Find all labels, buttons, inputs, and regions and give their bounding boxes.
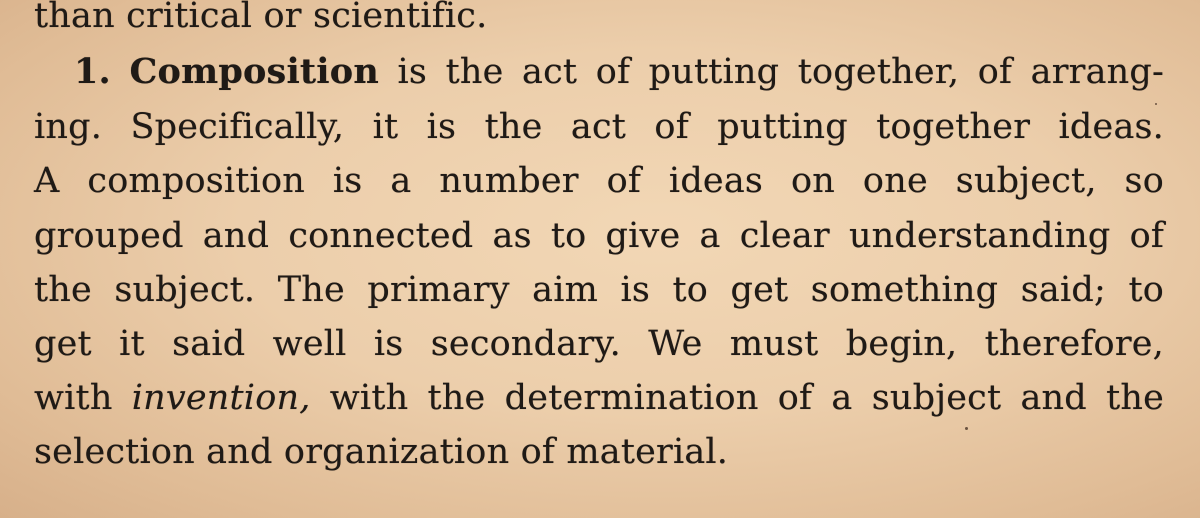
text-line-6: the subject. The primary aim is to get something said; to [34,270,1164,310]
text-line-8 [34,378,1164,418]
defined-term: Composition [129,51,379,92]
paper-speck [965,427,968,430]
text-line-3: ing. Specifically, it is the act of putting together ideas. [34,107,1164,147]
paragraph-number: 1. [74,51,111,92]
text-line-4: A composition is a number of ideas on one subject, so [34,161,1164,201]
text-line-9: selection and organization of material. [34,432,729,472]
emphasized-term: invention, [131,378,311,418]
text-line-8-end: with the determination of a subject and the [329,378,1164,418]
text-line-1 [34,0,1164,36]
paper-speck [1155,103,1157,105]
text-line-7: get it said well is secondary. We must begin, therefore, [34,324,1164,364]
text-line-8-start: with [34,378,113,418]
text-line-1-content: than critical or scientific. [34,0,488,36]
text-line-5: grouped and connected as to give a clear understanding of [34,216,1164,256]
text-line-2-rest: is the act of putting together, of arrang- [397,52,1165,92]
paragraph-1-first-line [74,52,1164,92]
